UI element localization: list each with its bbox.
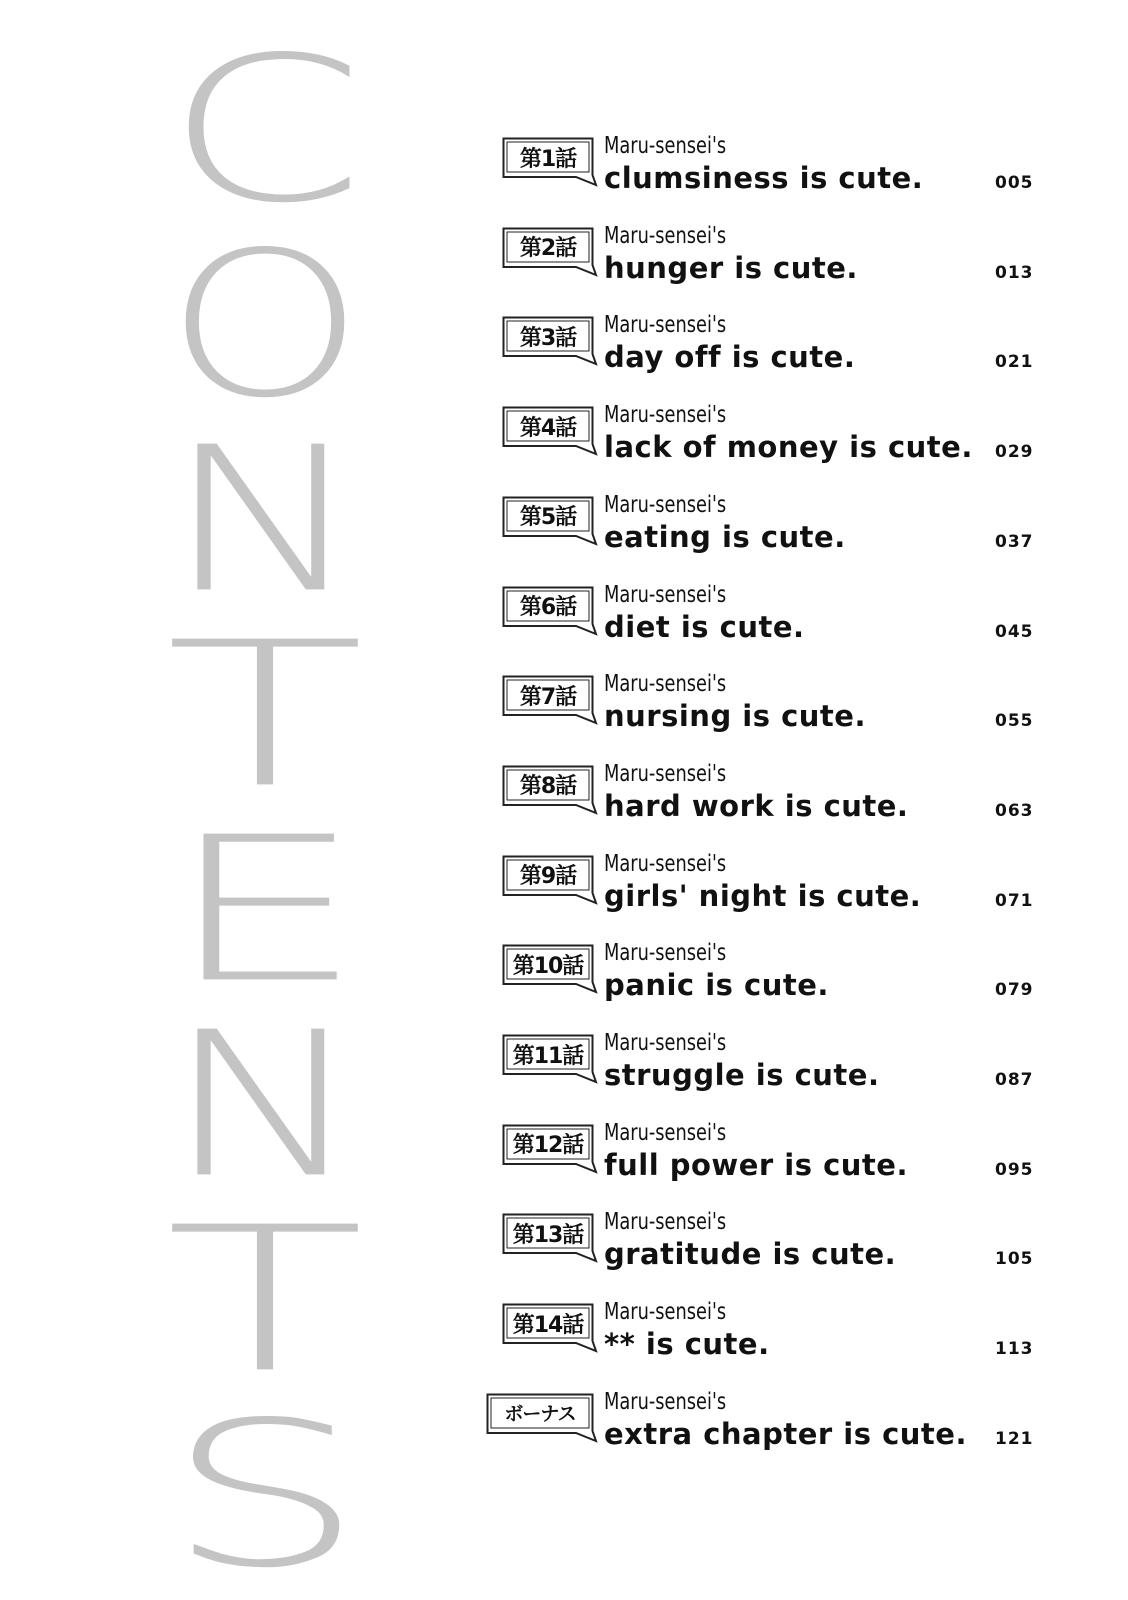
chapter-badge bbox=[502, 1124, 594, 1166]
toc-entry[interactable] bbox=[470, 1389, 1070, 1469]
chapter-subtitle: Maru-sensei's bbox=[604, 312, 727, 339]
chapter-subtitle: Maru-sensei's bbox=[604, 850, 727, 877]
chapter-badge bbox=[486, 1393, 594, 1435]
chapter-number: 第12話 bbox=[512, 1133, 584, 1159]
heading-letter: C bbox=[165, 20, 365, 248]
chapter-badge bbox=[502, 316, 594, 358]
chapter-badge bbox=[502, 496, 594, 538]
chapter-badge bbox=[502, 227, 594, 269]
toc-entry[interactable] bbox=[470, 1209, 1070, 1289]
page-number: 071 bbox=[995, 890, 1034, 911]
page-number: 005 bbox=[995, 173, 1034, 193]
toc-entry[interactable] bbox=[470, 582, 1070, 662]
chapter-title: gratitude is cute. bbox=[604, 1237, 897, 1272]
chapter-title: nursing is cute. bbox=[604, 699, 866, 734]
heading-letter: S bbox=[165, 1379, 365, 1580]
chapter-number: 第11話 bbox=[512, 1043, 584, 1069]
page-number: 055 bbox=[995, 711, 1034, 732]
chapter-number: 第9話 bbox=[519, 864, 577, 890]
page-number: 013 bbox=[995, 262, 1034, 283]
chapter-subtitle: Maru-sensei's bbox=[604, 1030, 727, 1056]
chapter-number: 第14話 bbox=[512, 1312, 584, 1338]
chapter-subtitle: Maru-sensei's bbox=[604, 760, 727, 787]
page-number: 113 bbox=[995, 1339, 1034, 1360]
chapter-number: 第10話 bbox=[512, 953, 584, 979]
chapter-subtitle: Maru-sensei's bbox=[604, 402, 727, 429]
page-number: 087 bbox=[995, 1070, 1034, 1090]
toc-entry[interactable] bbox=[470, 1299, 1070, 1379]
chapter-subtitle: Maru-sensei's bbox=[604, 581, 727, 608]
chapter-badge bbox=[502, 675, 594, 717]
page-number: 063 bbox=[995, 800, 1034, 821]
toc-entry[interactable] bbox=[470, 761, 1070, 841]
chapter-title: day off is cute. bbox=[604, 340, 856, 375]
toc-entry[interactable] bbox=[470, 1030, 1070, 1110]
chapter-number: 第13話 bbox=[512, 1222, 584, 1248]
chapter-subtitle: Maru-sensei's bbox=[604, 222, 727, 249]
heading-letter: T bbox=[165, 599, 365, 833]
chapter-subtitle: Maru-sensei's bbox=[604, 671, 727, 698]
toc-entry[interactable] bbox=[470, 133, 1070, 213]
chapter-badge bbox=[502, 1034, 594, 1076]
chapter-badge bbox=[502, 944, 594, 986]
chapter-badge bbox=[502, 137, 594, 179]
heading-letter: N bbox=[165, 989, 365, 1223]
chapter-title: hard work is cute. bbox=[604, 788, 909, 823]
chapter-badge bbox=[502, 765, 594, 807]
page-number: 079 bbox=[995, 980, 1034, 1001]
chapter-title: diet is cute. bbox=[604, 609, 805, 644]
chapter-badge bbox=[502, 855, 594, 897]
chapter-subtitle: Maru-sensei's bbox=[604, 1119, 727, 1146]
page-number: 121 bbox=[995, 1428, 1034, 1449]
chapter-number: 第7話 bbox=[519, 684, 577, 710]
page-number: 037 bbox=[995, 531, 1034, 552]
heading-letter: N bbox=[165, 404, 365, 638]
chapter-title: ** is cute. bbox=[604, 1327, 770, 1362]
chapter-number: 第8話 bbox=[519, 774, 577, 800]
chapter-badge bbox=[502, 406, 594, 448]
chapter-number: 第5話 bbox=[519, 505, 577, 531]
chapter-title: extra chapter is cute. bbox=[604, 1416, 967, 1451]
chapter-number: 第2話 bbox=[519, 236, 577, 262]
chapter-number: 第6話 bbox=[519, 595, 577, 620]
toc-entry[interactable] bbox=[470, 223, 1070, 303]
toc-entry[interactable] bbox=[470, 1120, 1070, 1200]
heading-letter: E bbox=[165, 794, 365, 1028]
chapter-number: 第1話 bbox=[519, 146, 577, 172]
heading-letter: T bbox=[165, 1184, 365, 1418]
chapter-title: eating is cute. bbox=[604, 519, 846, 554]
page-number: 105 bbox=[995, 1249, 1034, 1270]
page-number: 095 bbox=[995, 1159, 1034, 1180]
chapter-title: lack of money is cute. bbox=[604, 430, 973, 465]
chapter-title: struggle is cute. bbox=[604, 1058, 880, 1092]
chapter-subtitle: Maru-sensei's bbox=[604, 133, 727, 159]
chapter-title: girls' night is cute. bbox=[604, 878, 922, 913]
chapter-title: hunger is cute. bbox=[604, 250, 858, 285]
chapter-number: 第3話 bbox=[519, 325, 577, 351]
page-number: 045 bbox=[995, 621, 1034, 642]
heading-letter: O bbox=[165, 209, 365, 443]
chapter-subtitle: Maru-sensei's bbox=[604, 1388, 727, 1415]
chapter-subtitle: Maru-sensei's bbox=[604, 940, 727, 967]
chapter-badge bbox=[502, 1303, 594, 1345]
chapter-subtitle: Maru-sensei's bbox=[604, 491, 727, 518]
page-number: 021 bbox=[995, 352, 1034, 373]
toc-entry[interactable] bbox=[470, 492, 1070, 572]
chapter-number: ボーナス bbox=[504, 1403, 576, 1426]
toc-entry[interactable] bbox=[470, 312, 1070, 392]
chapter-subtitle: Maru-sensei's bbox=[604, 1209, 727, 1236]
page-number: 029 bbox=[995, 442, 1034, 463]
chapter-title: clumsiness is cute. bbox=[604, 161, 924, 195]
toc-entry[interactable] bbox=[470, 671, 1070, 751]
chapter-title: panic is cute. bbox=[604, 968, 829, 1003]
toc-entry[interactable] bbox=[470, 851, 1070, 931]
toc-entry[interactable] bbox=[470, 402, 1070, 482]
chapter-badge bbox=[502, 586, 594, 628]
chapter-title: full power is cute. bbox=[604, 1147, 908, 1182]
chapter-badge bbox=[502, 1213, 594, 1255]
chapter-number: 第4話 bbox=[519, 415, 577, 441]
chapter-subtitle: Maru-sensei's bbox=[604, 1299, 727, 1326]
toc-entry[interactable] bbox=[470, 940, 1070, 1020]
